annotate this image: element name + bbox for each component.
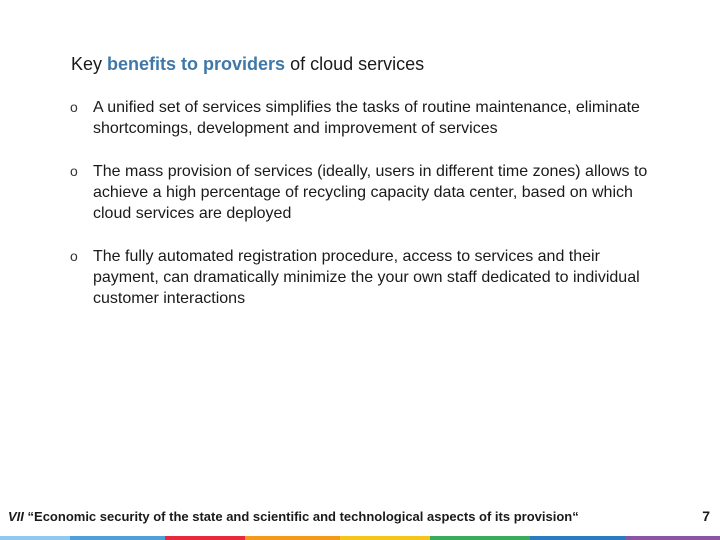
color-band-segment xyxy=(625,536,720,540)
bullet-item xyxy=(70,97,670,139)
bullet-text: The mass provision of services (ideally, users in different time zones) allows to achieve a high percentage of recycling capacity data center, based on which cloud services are deployed xyxy=(93,163,648,222)
bullet-marker-icon: o xyxy=(70,163,78,179)
color-band-segment xyxy=(530,536,625,540)
footer-edition: VII xyxy=(8,509,24,524)
color-band-segment xyxy=(430,536,530,540)
page-number: 7 xyxy=(702,508,710,524)
bullet-item xyxy=(70,161,670,224)
color-band-segment xyxy=(70,536,165,540)
bullet-item xyxy=(70,246,670,309)
title-highlight: benefits to providers xyxy=(107,54,286,74)
bullet-text: The fully automated registration procedure, access to services and their payment, can dramatically minimize the your own staff dedicated to individual customer interactions xyxy=(93,248,640,307)
bullet-list xyxy=(70,97,670,331)
bullet-marker-icon: o xyxy=(70,248,78,264)
color-band-segment xyxy=(0,536,70,540)
slide-title xyxy=(71,53,424,75)
color-band-segment xyxy=(340,536,430,540)
color-band-segment xyxy=(165,536,245,540)
title-suffix: of cloud services xyxy=(285,54,425,74)
color-band-segment xyxy=(245,536,340,540)
bullet-marker-icon: o xyxy=(70,99,78,115)
footer-color-band xyxy=(0,536,720,540)
title-prefix: Key xyxy=(71,54,108,74)
footer-conference-title xyxy=(8,508,579,525)
bullet-text: A unified set of services simplifies the tasks of routine maintenance, eliminate shortcomings, development and improvement of services xyxy=(93,99,640,137)
footer-conference-name: “Economic security of the state and scientific and technological aspects of its provision“ xyxy=(27,509,579,524)
